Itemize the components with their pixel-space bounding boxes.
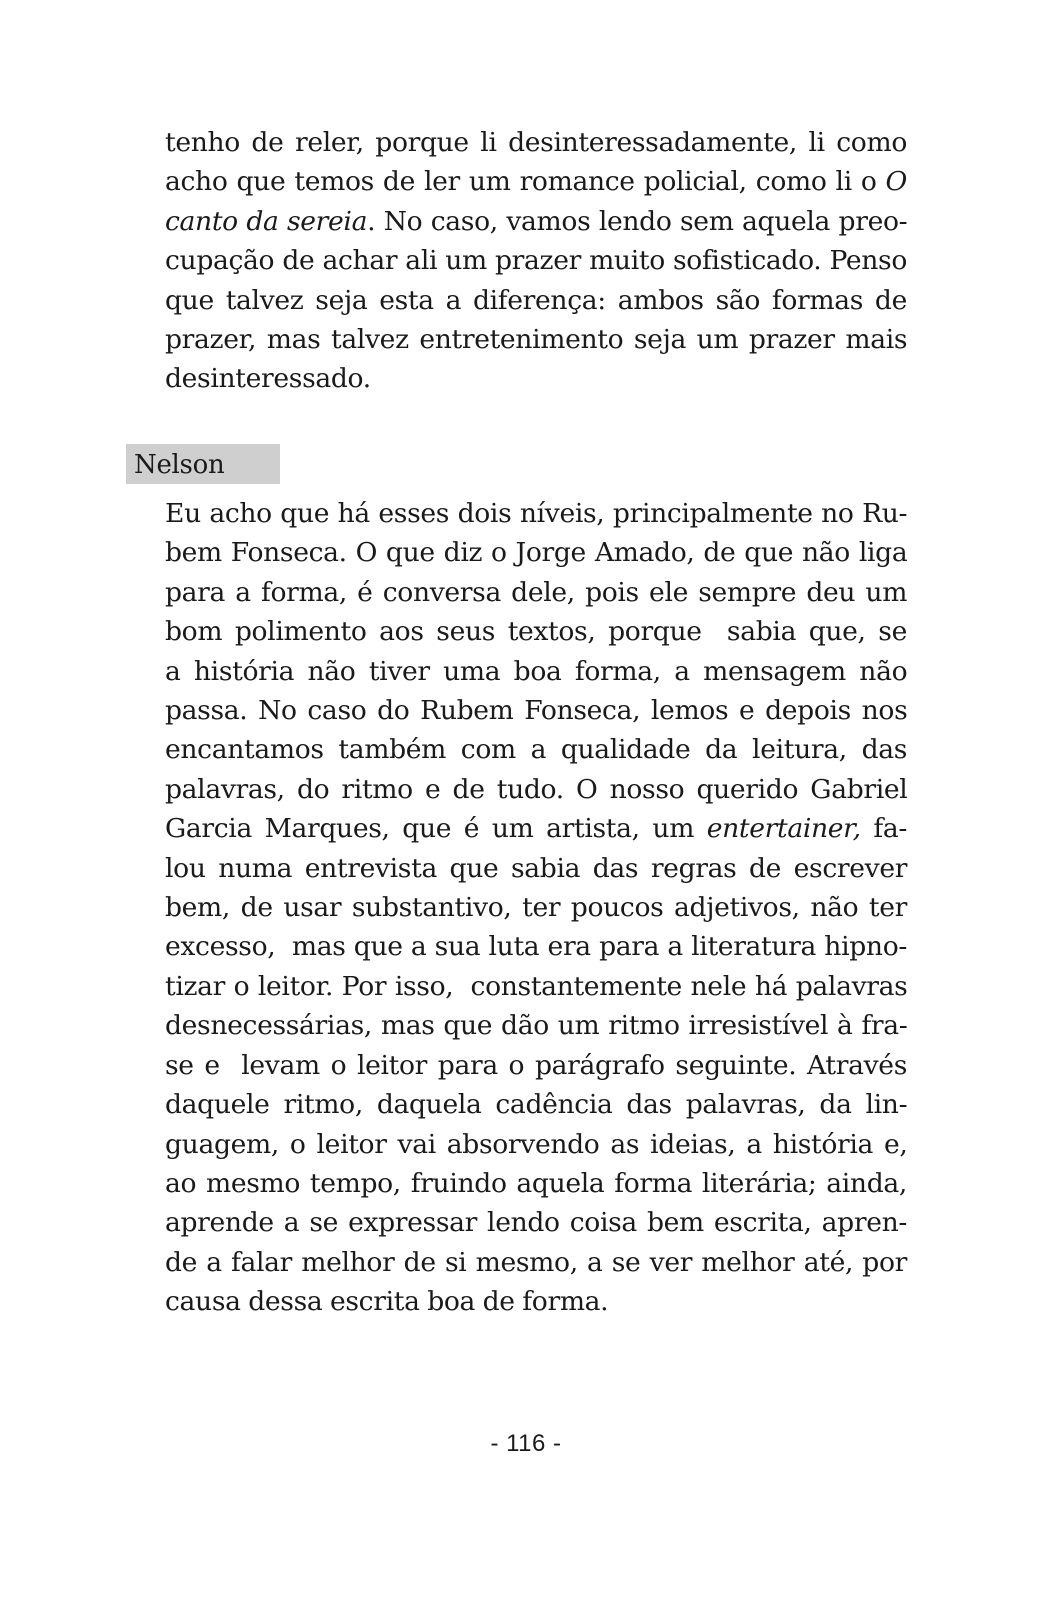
text-line: bom polimento aos seus textos, porque sabia que, se xyxy=(165,616,907,648)
text-line: lou numa entrevista que sabia das regras de escrever xyxy=(165,852,908,884)
text-line: para a forma, é conversa dele, pois ele sempre deu um xyxy=(165,576,908,608)
text-line: Garcia Marques, que é um artista, um entertainer, fa- xyxy=(165,813,908,845)
text-line: palavras, do ritmo e de tudo. O nosso querido Gabriel xyxy=(165,773,908,805)
text-line: desinteressado. xyxy=(165,363,371,395)
text-line: passa. No caso do Rubem Fonseca, lemos e depois nos xyxy=(165,695,908,727)
paragraph-continued xyxy=(165,123,907,399)
italic-title-start: O xyxy=(885,166,907,198)
italic-title: canto da sereia xyxy=(165,205,368,237)
text-line: se e levam o leitor para o parágrafo seguinte. Através xyxy=(165,1049,907,1081)
text-line: excesso, mas que a sua luta era para a literatura hipno- xyxy=(165,931,907,963)
text-line: ao mesmo tempo, fruindo aquela forma literária; ainda, xyxy=(165,1167,907,1199)
text-line: que talvez seja esta a diferença: ambos são formas de xyxy=(165,284,907,316)
text-line: bem Fonseca. O que diz o Jorge Amado, de que não liga xyxy=(165,537,908,569)
text-line: prazer, mas talvez entretenimento seja um prazer mais xyxy=(165,324,908,356)
text-line: desnecessárias, mas que dão um ritmo irresistível à fra- xyxy=(165,1010,908,1042)
text-line: causa dessa escrita boa de forma. xyxy=(165,1286,609,1318)
speaker-paragraph xyxy=(165,494,907,1322)
text-line: acho que temos de ler um romance policial, como li o O xyxy=(165,166,907,198)
speaker-name: Nelson xyxy=(134,450,225,480)
text-line: cupação de achar ali um prazer muito sofisticado. Penso xyxy=(165,245,907,277)
text-line: aprende a se expressar lendo coisa bem escrita, apren- xyxy=(165,1207,907,1239)
text-line: tenho de reler, porque li desinteressadamente, li como xyxy=(165,127,907,158)
text-line: Eu acho que há esses dois níveis, principalmente no Ru- xyxy=(165,498,908,529)
text-line: a história não tiver uma boa forma, a mensagem não xyxy=(165,655,908,687)
text-line: daquele ritmo, daquela cadência das palavras, da lin- xyxy=(165,1089,908,1121)
page-number: - 116 - xyxy=(490,1430,562,1457)
text-line: tizar o leitor. Por isso, constantemente nele há palavras xyxy=(165,970,908,1002)
text-line: bem, de usar substantivo, ter poucos adjetivos, não ter xyxy=(165,892,907,924)
text-line: canto da sereia. No caso, vamos lendo sem aquela preo- xyxy=(165,205,908,237)
text-line: de a falar melhor de si mesmo, a se ver melhor até, por xyxy=(165,1246,907,1278)
text-line: guagem, o leitor vai absorvendo as ideias, a história e, xyxy=(165,1128,908,1160)
italic-word: entertainer, xyxy=(706,813,861,845)
text-line: encantamos também com a qualidade da leitura, das xyxy=(165,734,908,766)
